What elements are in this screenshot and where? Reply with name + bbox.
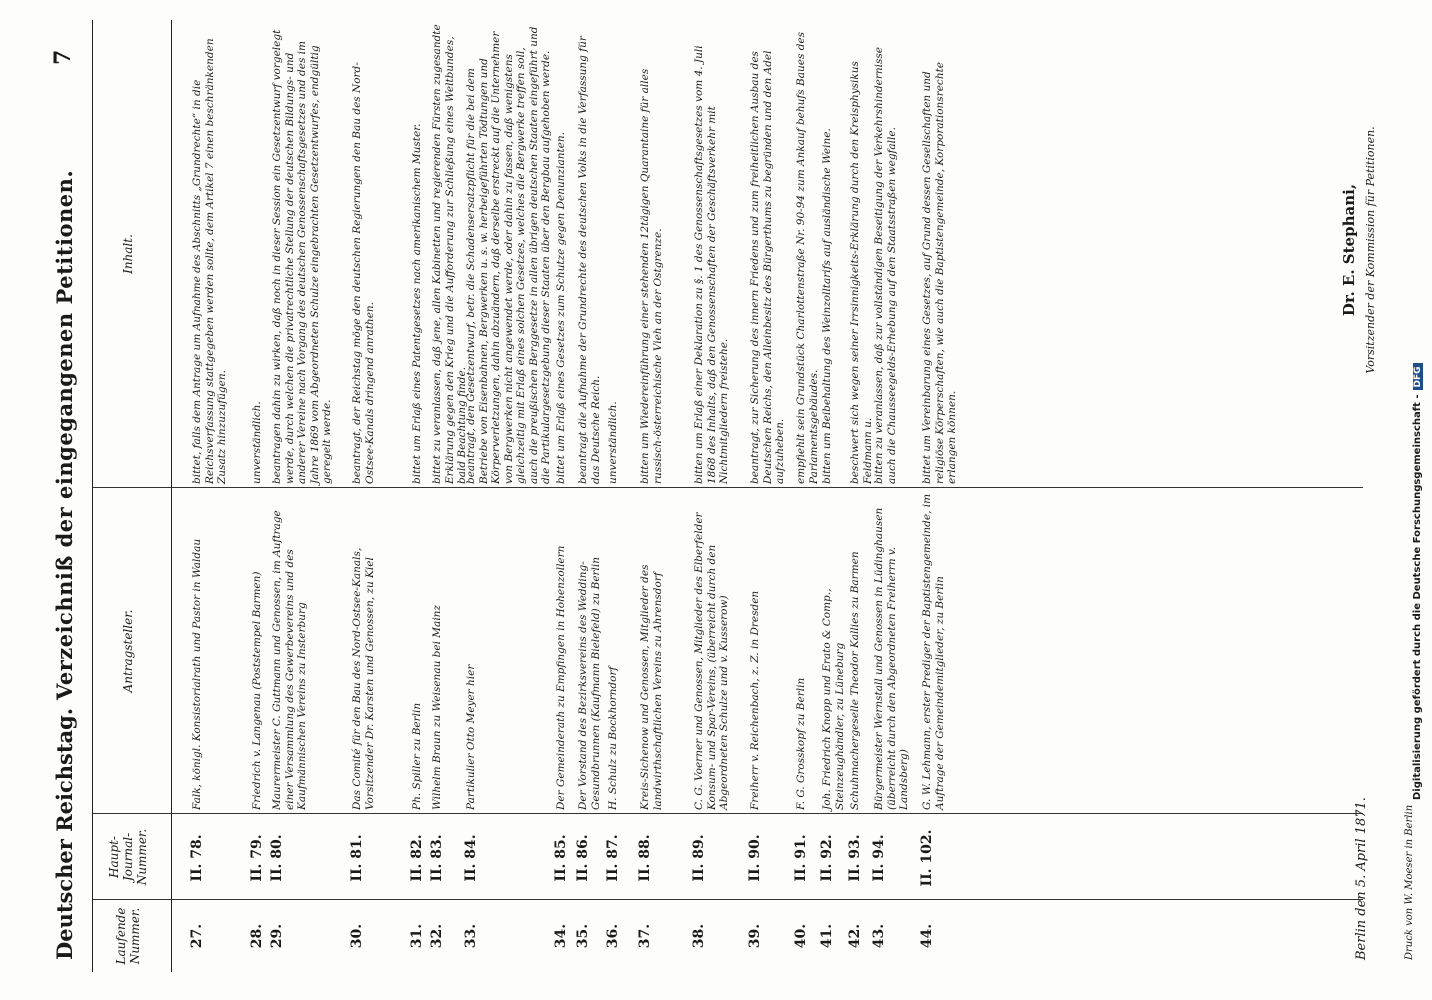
row-number: 41.: [819, 923, 835, 949]
row-number: 29.: [269, 923, 285, 949]
content-cell: bittet, falls dem Antrage um Aufnahme des Abschnitts „Grundrechte“ in die Reichsverfassung stattgegeben werden sollte, dem Artikel 7 einen beschränkenden Zusatz hinzuzufügen.: [191, 38, 228, 484]
applicant-cell: Partikulier Otto Meyer hier: [465, 664, 477, 810]
content-cell: bittet um Vereinbarung eines Gesetzes, auf Grund dessen Gesellschaften und religiöse Körperschaften, wie auch die Baptistengemeinde, Korporationsrechte erlangen können.: [921, 61, 958, 484]
header-left: Deutscher Reichstag.: [52, 707, 77, 960]
dfg-logo: DFG: [1413, 363, 1423, 390]
col-head-content: Inhalt.: [121, 234, 135, 274]
journal-number: II. 91.: [793, 834, 809, 882]
applicant-cell: C. G. Voerner und Genossen, Mitglieder des Elberfelder Konsum- und Spar-Vereins, (überreicht durch den Abgeordneten Schulze und v. Kusserow): [693, 512, 730, 810]
column-divider: [93, 813, 1363, 814]
row-number: 28.: [249, 923, 265, 949]
applicant-cell: Der Vorstand des Bezirksvereins des Wedding-Gesundbrunnen (Kaufmann Bielefeld) zu Berlin: [577, 556, 602, 810]
row-number: 34.: [553, 923, 569, 949]
journal-number: II. 80.: [269, 834, 285, 882]
journal-number: II. 92.: [819, 834, 835, 882]
journal-number: II. 78.: [189, 834, 205, 882]
applicant-cell: Falk, königl. Konsistorialrath und Pastor in Waldau: [191, 538, 203, 810]
applicant-cell: F. G. Grosskopf zu Berlin: [795, 677, 807, 810]
journal-number: II. 81.: [349, 834, 365, 882]
row-number: 31.: [409, 923, 425, 949]
content-cell: bitten um Erlaß einer Deklaration zu §. 1 des Genossenschaftsgesetzes vom 4. Juli 1868 des Inhalts, daß den Genossenschaften der Geschäftsverkehr mit Nichtmitgliedern freistehe.: [693, 45, 730, 484]
header-rule: [171, 20, 172, 972]
journal-number: II. 87.: [605, 834, 621, 882]
content-cell: empfiehlt sein Grundstück Charlottenstraße Nr. 90-94 zum Ankauf behufs Baues des Parlamentsgebäudes.: [795, 31, 820, 484]
applicant-cell: G. W. Lehmann, erster Prediger der Baptistengemeinde, im Auftrage der Gemeindemitglieder, zu Berlin: [921, 493, 946, 810]
content-cell: bitten zu veranlassen, daß zur vollständigen Beseitigung der Verkehrshindernisse auch die Chausseegelds-Erhebung auf den Staatsstraßen wegfalle.: [873, 46, 898, 484]
journal-number: II. 90.: [747, 834, 763, 882]
column-divider: [93, 487, 1363, 488]
content-cell: beantragt die Aufnahme der Grundrechte des deutschen Volks in die Verfassung für das Deutsche Reich.: [577, 36, 602, 484]
journal-number: II. 83.: [429, 834, 445, 882]
row-number: 33.: [463, 923, 479, 949]
col-head-journal: Haupt-Journal-Nummer.: [107, 828, 149, 886]
journal-number: II. 94.: [871, 834, 887, 882]
signature: Dr. E. Stephani,: [1340, 183, 1358, 317]
row-number: 43.: [871, 923, 887, 949]
content-cell: beantragt, der Reichstag möge den deutschen Regierungen den Bau des Nord-Ostsee-Kanals dringend anrathen.: [351, 62, 376, 484]
row-number: 37.: [637, 923, 653, 949]
row-number: 44.: [919, 923, 935, 949]
content-cell: beschwert sich wegen seiner Irrsinnigkeits-Erklärung durch den Kreisphysikus Feldmann u.: [849, 61, 874, 484]
applicant-cell: Ph. Spiller zu Berlin: [411, 702, 423, 810]
content-cell: unverständlich.: [251, 401, 263, 484]
journal-number: II. 88.: [637, 834, 653, 882]
content-cell: unverständlich.: [607, 401, 619, 484]
applicant-cell: Joh. Friedrich Knopp und Erato & Comp., Steinzeughändler, zu Lüneburg: [821, 588, 846, 810]
content-cell: bittet um Erlaß eines Gesetzes zum Schutze gegen Denunzianten.: [555, 132, 567, 484]
col-head-applicant: Antragsteller.: [121, 609, 135, 693]
content-cell: beantragt, den Gesetzentwurf, betr. die Schadensersatzpflicht für die bei dem Betriebe von Eisenbahnen, Bergwerken u. s. w. herbeigeführten Tödtungen und Körperverletzungen, dahin abzuändern, daß derselbe erstreckt auf die Unternehmer von Bergwerken nicht angewendet werde, oder dahin zu fassen, daß wenigstens gleichzeitig mit Erlaß eines solchen Gesetzes, welches die Bergwerke treffen soll, auch die preußischen Berggesetze in allen übrigen deutschen Staaten eingeführt und die Partikulargesetzgebung dieser Staaten über den Bergbau aufgehoben werde.: [465, 26, 552, 484]
applicant-cell: Freiherr v. Reichenbach, z. Z. in Dresden: [749, 590, 761, 810]
signature-title: Vorsitzender der Kommission für Petitionen.: [1364, 126, 1377, 374]
row-number: 30.: [349, 923, 365, 949]
journal-number: II. 84.: [463, 834, 479, 882]
content-cell: beantragen dahin zu wirken, daß noch in dieser Session ein Gesetzentwurf vorgelegt werde, durch welchen die privatrechtliche Stellung der deutschen Bildungs- und anderer Vereine nach Vorgang des deutschen Genossenschaftsgesetzes und des im Jahre 1869 vom Abgeordneten Schulze eingebrachten Gesetzentwurfes, endgültig geregelt werde.: [271, 29, 333, 484]
page-number: 7: [50, 49, 76, 65]
journal-number: II. 79.: [249, 834, 265, 882]
footer-date: Berlin den 5. April 1871.: [1354, 797, 1369, 960]
row-number: 39.: [747, 923, 763, 949]
content-cell: bitten um Beibehaltung des Weinzolltarifs auf ausländische Weine.: [821, 128, 833, 484]
printer-note: Druck von W. Moeser in Berlin: [1404, 804, 1415, 960]
content-cell: bitten um Wiedereinführung einer stehenden 12tägigen Quarantaine für alles russisch-österreichische Vieh an der Ostgrenze.: [639, 68, 664, 484]
applicant-cell: Das Comité für den Bau des Nord-Ostsee-Kanals, Vorsitzender Dr. Karsten und Genossen, zu Kiel: [351, 547, 376, 810]
applicant-cell: H. Schulz zu Bockhorndorf: [607, 666, 619, 810]
applicant-cell: Wilhelm Braun zu Weisenau bei Mainz: [431, 605, 443, 810]
header-title: Verzeichniß der eingegangenen Petitionen.: [52, 169, 77, 700]
digitization-text: Digitalisierung gefördert durch die Deutsche Forschungsgemeinschaft -: [1412, 394, 1423, 800]
row-number: 40.: [793, 923, 809, 949]
content-cell: bittet um Erlaß eines Patentgesetzes nach amerikanischem Muster.: [411, 123, 423, 484]
row-number: 36.: [605, 923, 621, 949]
applicant-cell: Schuhmachergeselle Theodor Kallies zu Barmen: [849, 551, 861, 810]
applicant-cell: Der Gemeinderath zu Empfingen in Hohenzollern: [555, 545, 567, 810]
row-number: 35.: [575, 923, 591, 949]
row-number: 27.: [189, 923, 205, 949]
content-cell: bittet zu veranlassen, daß jene, allen Kabinetten und regierenden Fürsten zugesandte Erklärung gegen den Krieg und die Aufforderung zur Schließung eines Weltbundes, bald Beachtung finde.: [431, 24, 468, 484]
content-cell: beantragt, zur Sicherung des innern Friedens und zum freiheitlichen Ausbau des Deutschen Reichs, den Alleinbesitz des Bürgerthums zu begründen und den Adel aufzuheben.: [749, 50, 786, 484]
journal-number: II. 102.: [919, 829, 935, 887]
row-number: 32.: [429, 923, 445, 949]
applicant-cell: Maurermeister C. Guttmann und Genossen, im Auftrage einer Versammlung des Gewerbevereins und des Kaufmännischen Vereins zu Insterburg: [271, 510, 308, 810]
col-head-num: Laufende Nummer.: [114, 907, 142, 965]
journal-number: II. 93.: [847, 834, 863, 882]
column-divider: [93, 899, 1363, 900]
journal-number: II. 89.: [691, 834, 707, 882]
applicant-cell: Friedrich v. Langenau (Poststempel Barmen): [251, 571, 263, 810]
applicant-cell: Kreis-Sichenow und Genossen, Mitglieder des landwirthschaftlichen Vereins zu Ahrensdorf: [639, 564, 664, 810]
journal-number: II. 85.: [553, 834, 569, 882]
journal-number: II. 82.: [409, 834, 425, 882]
row-number: 38.: [691, 923, 707, 949]
applicant-cell: Bürgermeister Wernstall und Genossen in Lüdinghausen (überreicht durch den Abgeordneten Freiherrn v. Landsberg): [873, 507, 910, 810]
petitions-table: [92, 20, 958, 972]
row-number: 42.: [847, 923, 863, 949]
digitization-note: [1412, 363, 1423, 800]
journal-number: II. 86.: [575, 834, 591, 882]
